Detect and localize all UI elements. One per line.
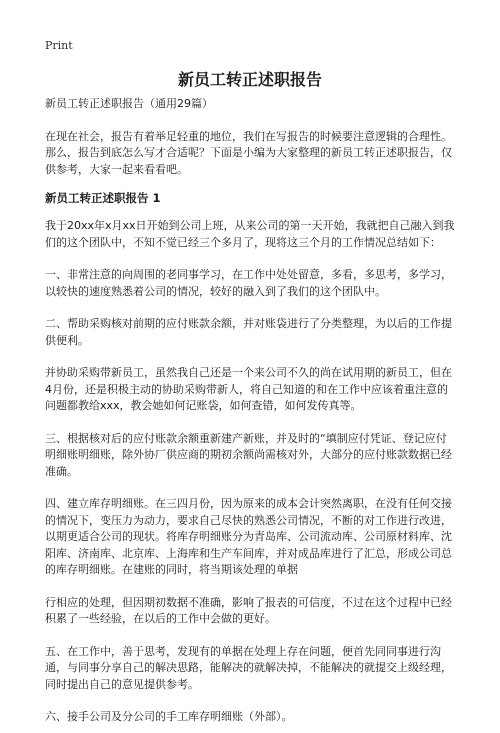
- body-paragraph: 三、根据核对后的应付账款余额重新建产新账，并及时的“填制应付凭证、登记应付明细账明细账，除外协厂供应商的期初余额尚需核对外，大部分的应付账款数据已经准确。: [45, 431, 452, 478]
- body-paragraph: 六、接手公司及分公司的手工库存明细账（外部）。: [45, 710, 293, 723]
- body-paragraph: 二、帮助采购核对前期的应付账款余额，并对账袋进行了分类整理，为以后的工作提供便利。: [45, 317, 452, 347]
- body-paragraph: 五、在工作中，善于思考，发现有的单据在处理上存在问题，便首先同同事进行沟通，与同事分享自己的解决思路，能解决的就解决掉，不能解决的就提交上级经理，同时提出自己的意见提供参考。: [45, 644, 452, 691]
- body-paragraph: 我于20xx年x月xx日开始到公司上班，从来公司的第一天开始，我就把自己融入到我们的这个团队中，不知不觉已经三个多月了，现将这三个月的工作情况总结如下：: [45, 219, 455, 249]
- body-paragraph: 并协助采购带新员工，虽然我自己还是一个来公司不久的尚在试用期的新员工，但在4月份，还是积极主动的协助采购带新人，将自己知道的和在工作中应该着重注意的问题都教给xxx，教会她如何记账袋，如何查错，如何发传真等。: [45, 366, 452, 412]
- document-body: [45, 96, 455, 733]
- document-subtitle: 新员工转正述职报告（通用29篇）: [45, 97, 213, 110]
- section-heading: 新员工转正述职报告 1: [45, 191, 161, 205]
- print-label: Print: [45, 39, 73, 52]
- body-paragraph: 行相应的处理，但因期初数据不准确，影响了报表的可信度，不过在这个过程中已经积累了一些经验，在以后的工作中会做的更好。: [45, 595, 452, 625]
- document-title: 新员工转正述职报告: [177, 70, 322, 89]
- intro-paragraph: 在现在社会，报告有着举足轻重的地位，我们在写报告的时候要注意逻辑的合理性。那么，报告到底怎么写才合适呢？下面是小编为大家整理的新员工转正述职报告，仅供参考，大家一起来看看吧。: [45, 129, 452, 176]
- body-paragraph: 四、建立库存明细账。在三四月份，因为原来的成本会计突然离职，在没有任何交接的情况下，变压力为动力，要求自己尽快的熟悉公司情况，不断的对工作进行改进，以期更适合公司的现状。将库存明细账分为青岛库、公司流动库、公司原材料库、沈阳库、济南库、北京库、上海库和生产车间库，并对成品库进行了汇总，形成公司总的库存明细账。在建账的同时，将当期该处理的单据: [45, 497, 452, 576]
- body-paragraph: 一、非常注意的向周围的老同事学习，在工作中处处留意，多看，多思考，多学习，以较快的速度熟悉着公司的情况，较好的融入到了我们的这个团队中。: [45, 268, 452, 298]
